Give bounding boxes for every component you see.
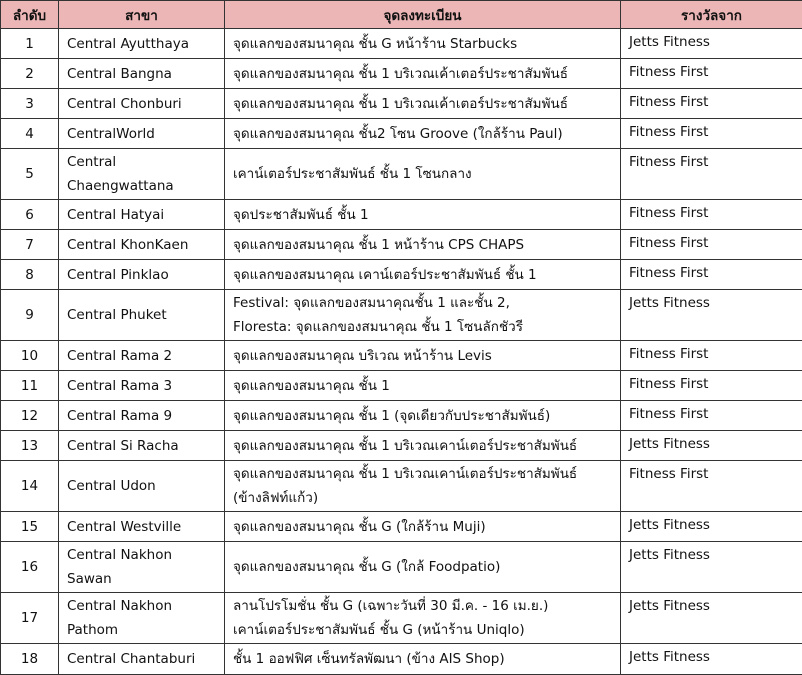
branch-line: Central Ayutthaya (67, 32, 216, 56)
cell-registration-point (225, 149, 621, 200)
header-registration-point: จุดลงทะเบียน (225, 1, 621, 29)
cell-number: 13 (1, 431, 59, 461)
header-row (1, 1, 802, 29)
branch-line: Central Rama 2 (67, 344, 216, 368)
location-line: Floresta: จุดแลกของสมนาคุณ ชั้น 1 โซนลักชัวรี (233, 315, 612, 339)
cell-branch (59, 593, 225, 644)
cell-award-from: Fitness First (621, 89, 802, 119)
table-row (1, 461, 802, 512)
cell-branch (59, 512, 225, 542)
cell-branch (59, 260, 225, 290)
cell-award-from: Fitness First (621, 260, 802, 290)
cell-registration-point (225, 461, 621, 512)
table-row (1, 200, 802, 230)
header-branch: สาขา (59, 1, 225, 29)
cell-number: 7 (1, 230, 59, 260)
branch-line: Central Udon (67, 474, 216, 498)
branch-line: Central Hatyai (67, 203, 216, 227)
cell-branch (59, 290, 225, 341)
branch-line: Central Nakhon (67, 543, 216, 567)
table-body (1, 29, 802, 675)
cell-branch (59, 371, 225, 401)
branch-line: Sawan (67, 567, 216, 591)
location-line: เคาน์เตอร์ประชาสัมพันธ์ ชั้น G (หน้าร้าน Uniqlo) (233, 618, 612, 642)
location-line: Festival: จุดแลกของสมนาคุณชั้น 1 และชั้น 2, (233, 291, 612, 315)
cell-registration-point (225, 542, 621, 593)
cell-award-from: Fitness First (621, 59, 802, 89)
cell-number: 5 (1, 149, 59, 200)
cell-award-from: Fitness First (621, 200, 802, 230)
cell-registration-point (225, 431, 621, 461)
cell-registration-point (225, 200, 621, 230)
location-line: จุดแลกของสมนาคุณ ชั้น 1 บริเวณเค้าเตอร์ประชาสัมพันธ์ (233, 92, 612, 116)
cell-branch (59, 542, 225, 593)
cell-number: 12 (1, 401, 59, 431)
cell-branch (59, 149, 225, 200)
location-line: จุดแลกของสมนาคุณ ชั้น 1 (จุดเดียวกับประชาสัมพันธ์) (233, 404, 612, 428)
cell-award-from: Jetts Fitness (621, 644, 802, 675)
cell-branch (59, 89, 225, 119)
cell-branch (59, 230, 225, 260)
location-line: จุดประชาสัมพันธ์ ชั้น 1 (233, 203, 612, 227)
table-row (1, 29, 802, 59)
branch-line: Central Rama 3 (67, 374, 216, 398)
table-row (1, 119, 802, 149)
cell-branch (59, 200, 225, 230)
table-row (1, 644, 802, 675)
table-row (1, 401, 802, 431)
location-line: เคาน์เตอร์ประชาสัมพันธ์ ชั้น 1 โซนกลาง (233, 162, 612, 186)
location-line: จุดแลกของสมนาคุณ ชั้น G หน้าร้าน Starbucks (233, 32, 612, 56)
branch-line: Central Nakhon (67, 594, 216, 618)
table-row (1, 260, 802, 290)
branch-line: Central (67, 150, 216, 174)
cell-award-from: Fitness First (621, 230, 802, 260)
branch-line: Central Phuket (67, 303, 216, 327)
cell-number: 10 (1, 341, 59, 371)
cell-registration-point (225, 119, 621, 149)
location-line: จุดแลกของสมนาคุณ ชั้น G (ใกล้ร้าน Muji) (233, 515, 612, 539)
cell-registration-point (225, 59, 621, 89)
cell-branch (59, 644, 225, 675)
cell-registration-point (225, 512, 621, 542)
cell-registration-point (225, 230, 621, 260)
header-award-from: รางวัลจาก (621, 1, 802, 29)
header-number: ลำดับ (1, 1, 59, 29)
table-row (1, 593, 802, 644)
cell-branch (59, 341, 225, 371)
location-line: (ข้างลิฟท์แก้ว) (233, 486, 612, 510)
branch-line: Chaengwattana (67, 174, 216, 198)
location-line: จุดแลกของสมนาคุณ ชั้น2 โซน Groove (ใกล้ร้าน Paul) (233, 122, 612, 146)
cell-award-from: Fitness First (621, 461, 802, 512)
cell-registration-point (225, 593, 621, 644)
table-row (1, 512, 802, 542)
cell-award-from: Fitness First (621, 119, 802, 149)
cell-registration-point (225, 371, 621, 401)
branch-line: Central Bangna (67, 62, 216, 86)
table-row (1, 89, 802, 119)
cell-branch (59, 119, 225, 149)
cell-number: 6 (1, 200, 59, 230)
cell-number: 18 (1, 644, 59, 675)
table-row (1, 59, 802, 89)
branch-line: Central KhonKaen (67, 233, 216, 257)
cell-number: 2 (1, 59, 59, 89)
table-row (1, 341, 802, 371)
cell-number: 9 (1, 290, 59, 341)
cell-registration-point (225, 290, 621, 341)
cell-number: 11 (1, 371, 59, 401)
table-row (1, 230, 802, 260)
cell-branch (59, 461, 225, 512)
cell-award-from: Fitness First (621, 341, 802, 371)
cell-number: 4 (1, 119, 59, 149)
cell-award-from: Fitness First (621, 371, 802, 401)
cell-award-from: Jetts Fitness (621, 290, 802, 341)
table-row (1, 542, 802, 593)
cell-registration-point (225, 341, 621, 371)
cell-branch (59, 59, 225, 89)
location-line: จุดแลกของสมนาคุณ ชั้น 1 บริเวณเคาน์เตอร์ประชาสัมพันธ์ (233, 462, 612, 486)
table-row (1, 431, 802, 461)
branch-line: Central Chantaburi (67, 647, 216, 671)
cell-number: 8 (1, 260, 59, 290)
cell-branch (59, 401, 225, 431)
cell-registration-point (225, 89, 621, 119)
cell-award-from: Fitness First (621, 401, 802, 431)
location-line: จุดแลกของสมนาคุณ ชั้น 1 (233, 374, 612, 398)
cell-number: 14 (1, 461, 59, 512)
cell-number: 16 (1, 542, 59, 593)
branch-line: Pathom (67, 618, 216, 642)
location-line: จุดแลกของสมนาคุณ บริเวณ หน้าร้าน Levis (233, 344, 612, 368)
table-row (1, 290, 802, 341)
cell-branch (59, 29, 225, 59)
cell-number: 15 (1, 512, 59, 542)
location-line: จุดแลกของสมนาคุณ ชั้น 1 หน้าร้าน CPS CHAPS (233, 233, 612, 257)
location-line: ชั้น 1 ออฟฟิศ เซ็นทรัลพัฒนา (ข้าง AIS Shop) (233, 647, 612, 671)
cell-number: 3 (1, 89, 59, 119)
table-row (1, 371, 802, 401)
cell-registration-point (225, 644, 621, 675)
cell-registration-point (225, 29, 621, 59)
location-line: จุดแลกของสมนาคุณ เคาน์เตอร์ประชาสัมพันธ์ ชั้น 1 (233, 263, 612, 287)
cell-registration-point (225, 260, 621, 290)
cell-number: 1 (1, 29, 59, 59)
branch-line: Central Pinklao (67, 263, 216, 287)
location-line: จุดแลกของสมนาคุณ ชั้น 1 บริเวณเคาน์เตอร์ประชาสัมพันธ์ (233, 434, 612, 458)
cell-award-from: Jetts Fitness (621, 542, 802, 593)
cell-registration-point (225, 401, 621, 431)
location-line: จุดแลกของสมนาคุณ ชั้น 1 บริเวณเค้าเตอร์ประชาสัมพันธ์ (233, 62, 612, 86)
cell-award-from: Jetts Fitness (621, 593, 802, 644)
cell-branch (59, 431, 225, 461)
branch-line: Central Rama 9 (67, 404, 216, 428)
location-line: จุดแลกของสมนาคุณ ชั้น G (ใกล้ Foodpatio) (233, 555, 612, 579)
branch-line: Central Si Racha (67, 434, 216, 458)
cell-number: 17 (1, 593, 59, 644)
branch-line: CentralWorld (67, 122, 216, 146)
location-line: ลานโปรโมชั่น ชั้น G (เฉพาะวันที่ 30 มี.ค. - 16 เม.ย.) (233, 594, 612, 618)
cell-award-from: Fitness First (621, 149, 802, 200)
branch-line: Central Westville (67, 515, 216, 539)
table-row (1, 149, 802, 200)
branch-line: Central Chonburi (67, 92, 216, 116)
cell-award-from: Jetts Fitness (621, 431, 802, 461)
cell-award-from: Jetts Fitness (621, 512, 802, 542)
cell-award-from: Jetts Fitness (621, 29, 802, 59)
